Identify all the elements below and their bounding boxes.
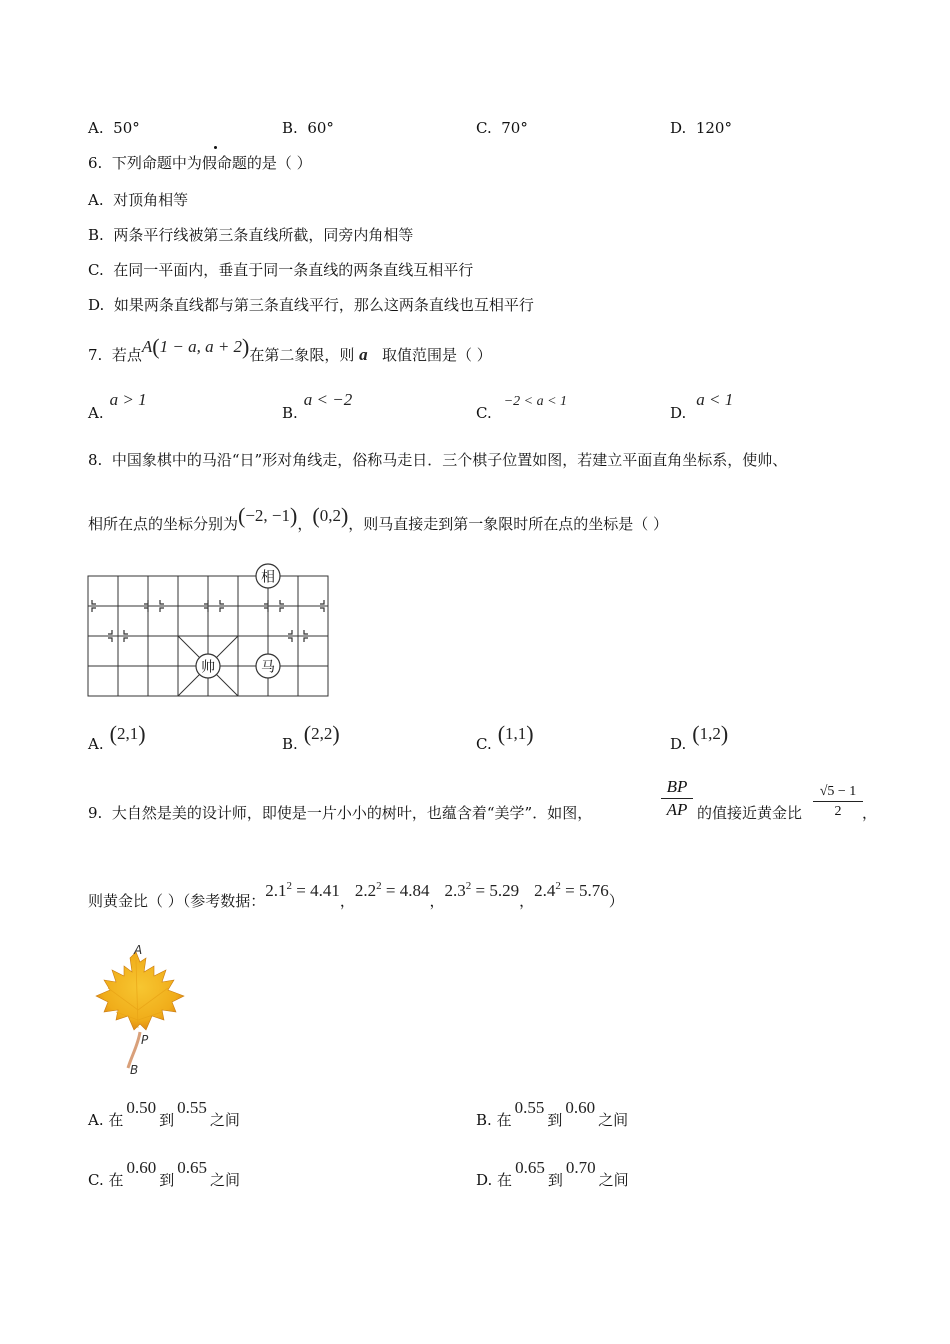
q8-option-a[interactable]: A. (2,1) (88, 721, 146, 753)
svg-text:马: 马 (261, 659, 275, 676)
q6-stem: 6. 下列命题中为假命题的是（ ） (88, 154, 312, 172)
leaf-blade (96, 952, 184, 1030)
q5-option-c[interactable]: C. 70° (476, 119, 528, 137)
svg-text:相: 相 (261, 569, 275, 586)
q7-option-d[interactable]: D.a < 1 (670, 390, 734, 422)
q9-fraction-bp-ap: BP AP (661, 777, 693, 820)
emphasis-dot (214, 146, 217, 149)
q9-option-d[interactable]: D. 在0.65到0.70之间 (476, 1158, 629, 1189)
q9-option-a[interactable]: A. 在0.50到0.55之间 (88, 1098, 240, 1129)
leaf-label-a: A (134, 943, 143, 957)
q6-option-a[interactable]: A. 对顶角相等 (88, 191, 189, 209)
q8-stem-line1: 8. 中国象棋中的马沿“日”形对角线走，俗称马走日．三个棋子位置如图，若建立平面直角坐标系，使帅、 (88, 451, 788, 469)
leaf-label-b: B (130, 1063, 139, 1077)
q5-option-d[interactable]: D. 120° (670, 119, 732, 137)
q6-option-d[interactable]: D. 如果两条直线都与第三条直线平行，那么这两条直线也互相平行 (88, 296, 534, 314)
q6-option-c[interactable]: C. 在同一平面内，垂直于同一条直线的两条直线互相平行 (88, 261, 474, 279)
q8-option-c[interactable]: C. (1,1) (476, 721, 534, 753)
q7-stem: 7. 若点A(1 − a, a + 2)在第二象限，则 a 取值范围是（ ） (88, 334, 492, 364)
q9-ref-4: $2.4^2 = 5.76$ (534, 880, 609, 900)
piece-ma (256, 654, 280, 678)
q7-point-math: A(1 − a, a + 2) (141, 334, 250, 359)
chess-board-figure (84, 560, 334, 702)
piece-xiang (256, 564, 280, 588)
q9-ref-1: $2.1^2 = 4.41$ (265, 880, 340, 900)
q7-option-a[interactable]: A.a > 1 (88, 390, 147, 422)
q9-stem-line1-b: 的值接近黄金比 (697, 804, 803, 822)
q9-stem-line1: 9. 大自然是美的设计师，即使是一片小小的树叶，也蕴含着“美学”．如图， (88, 804, 593, 822)
q9-option-c[interactable]: C. 在0.60到0.65之间 (88, 1158, 241, 1189)
q8-coord-xiang: (0,2) (312, 503, 349, 528)
q8-coord-shuai: (−2, −1) (238, 503, 298, 528)
q8-option-d[interactable]: D. (1,2) (670, 721, 729, 753)
maple-leaf-figure (88, 940, 198, 1080)
q6-option-b[interactable]: B. 两条平行线被第三条直线所截，同旁内角相等 (88, 226, 414, 244)
q7-option-c[interactable]: C.−2 < a < 1 (476, 394, 568, 422)
q5-option-b[interactable]: B. 60° (282, 119, 334, 137)
q9-stem-line2: 则黄金比（ ）（参考数据：$2.1^2 = 4.41$，$2.2^2 = 4.84$，$2.3^2 = 5.29$，$2.4^2 = 5.76$） (88, 880, 624, 910)
q5-option-a[interactable]: A. 50° (88, 119, 140, 137)
q9-ref-3: $2.3^2 = 5.29$ (444, 880, 520, 900)
q9-option-b[interactable]: B. 在0.55到0.60之间 (476, 1098, 629, 1129)
q9-golden-ratio: √5 − 1 2 (813, 783, 863, 820)
q7-option-b[interactable]: B.a < −2 (282, 390, 353, 422)
q8-stem-line2: 相所在点的坐标分别为(−2, −1)，(0,2)，则马直接走到第一象限时所在点的坐标是（ ） (88, 503, 669, 533)
q9-ref-2: $2.2^2 = 4.84$ (354, 880, 430, 900)
q9-stem-line1-c: ， (862, 804, 878, 822)
leaf-label-p: P (141, 1033, 149, 1047)
piece-shuai (196, 654, 220, 678)
q8-option-b[interactable]: B. (2,2) (282, 721, 340, 753)
svg-text:帅: 帅 (201, 659, 215, 676)
emphasis-char: 假 (201, 154, 217, 172)
